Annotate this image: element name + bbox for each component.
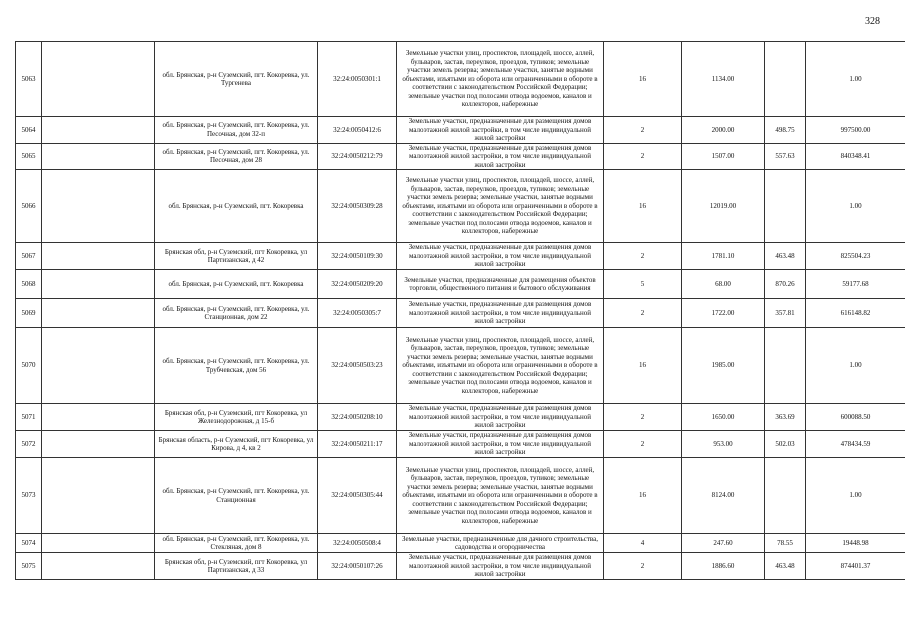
- address-cell: [42, 170, 155, 243]
- cadastral-value: 1.00: [806, 42, 905, 117]
- address-cell: [42, 270, 155, 299]
- address-cell: обл. Брянская, р-н Суземский, пгт. Кокоревка, ул. Станционная, дом 22: [155, 299, 318, 328]
- cadastral-value: 1.00: [806, 170, 905, 243]
- permitted-use: Земельные участки, предназначенные для размещения домов малоэтажной жилой застройки, в том числе индивидуальной жилой застройки: [397, 243, 604, 270]
- address-cell: обл. Брянская, р-н Суземский, пгт. Кокоревка, ул. Песочная, дом 32-п: [155, 117, 318, 144]
- row-number: 5066: [16, 170, 42, 243]
- address-cell: обл. Брянская, р-н Суземский, пгт. Кокоревка, ул. Стекляная, дом 8: [155, 534, 318, 553]
- cadastral-number: 32:24:0050209:20: [318, 270, 397, 299]
- area: 247.60: [682, 534, 765, 553]
- rate: 498.75: [765, 117, 806, 144]
- area: 953.00: [682, 431, 765, 458]
- cadastral-value: 19448.98: [806, 534, 905, 553]
- cadastral-number: 32:24:0050301:1: [318, 42, 397, 117]
- cadastral-value: 874401.37: [806, 553, 905, 580]
- table-row: [16, 270, 905, 299]
- table-row: [16, 299, 905, 328]
- address-cell: Брянская обл, р-н Суземский, пгт Кокоревка, ул Железнодорожная, д 15-б: [155, 404, 318, 431]
- table-row: [16, 243, 905, 270]
- area: 1507.00: [682, 143, 765, 170]
- row-number: 5068: [16, 270, 42, 299]
- address-cell: [42, 243, 155, 270]
- address-cell: Брянская обл, р-н Суземский, пгт Кокоревка, ул Партизанская, д 33: [155, 553, 318, 580]
- area: 12019.00: [682, 170, 765, 243]
- rate: [765, 170, 806, 243]
- row-number: 5067: [16, 243, 42, 270]
- cadastral-value: 616148.82: [806, 299, 905, 328]
- cadastral-number: 32:24:0050212:79: [318, 143, 397, 170]
- use-code: 4: [604, 534, 682, 553]
- address-cell: [42, 534, 155, 553]
- table-row: [16, 534, 905, 553]
- area: 1650.00: [682, 404, 765, 431]
- area: 1985.00: [682, 328, 765, 404]
- use-code: 5: [604, 270, 682, 299]
- permitted-use: Земельные участки, предназначенные для размещения объектов торговли, общественного питания и бытового обслуживания: [397, 270, 604, 299]
- cadastral-value: 840348.41: [806, 143, 905, 170]
- area: 8124.00: [682, 458, 765, 534]
- table-row: [16, 170, 905, 243]
- cadastral-number: 32:24:0050107:26: [318, 553, 397, 580]
- row-number: 5074: [16, 534, 42, 553]
- row-number: 5071: [16, 404, 42, 431]
- rate: 363.69: [765, 404, 806, 431]
- cadastral-number: 32:24:0050109:30: [318, 243, 397, 270]
- rate: 870.26: [765, 270, 806, 299]
- rate: 557.63: [765, 143, 806, 170]
- address-cell: [42, 117, 155, 144]
- permitted-use: Земельные участки улиц, проспектов, площадей, шоссе, аллей, бульваров, застав, переулков, проездов, тупиков; земельные участки земель резерва; земельные участки, занятые водными объектами, изъятыми из оборота или ограниченными в обороте в соответствии с законодательством Российской Федерации; земельные участки под полосами отвода водоемов, каналов и коллекторов, набережные: [397, 458, 604, 534]
- permitted-use: Земельные участки, предназначенные для размещения домов малоэтажной жилой застройки, в том числе индивидуальной жилой застройки: [397, 431, 604, 458]
- table-row: [16, 117, 905, 144]
- cadastral-number: 32:24:0050508:4: [318, 534, 397, 553]
- use-code: 2: [604, 117, 682, 144]
- use-code: 16: [604, 42, 682, 117]
- area: 1886.60: [682, 553, 765, 580]
- row-number: 5063: [16, 42, 42, 117]
- address-cell: [42, 42, 155, 117]
- area: 1722.00: [682, 299, 765, 328]
- permitted-use: Земельные участки, предназначенные для размещения домов малоэтажной жилой застройки, в том числе индивидуальной жилой застройки: [397, 404, 604, 431]
- address-cell: [42, 143, 155, 170]
- address-cell: [42, 299, 155, 328]
- row-number: 5073: [16, 458, 42, 534]
- table-row: [16, 458, 905, 534]
- area: 2000.00: [682, 117, 765, 144]
- address-cell: [42, 404, 155, 431]
- table-row: [16, 553, 905, 580]
- address-cell: [42, 328, 155, 404]
- address-cell: обл. Брянская, р-н Суземский, пгт. Кокоревка, ул. Песочная, дом 28: [155, 143, 318, 170]
- use-code: 16: [604, 458, 682, 534]
- address-cell: [42, 553, 155, 580]
- area: 1134.00: [682, 42, 765, 117]
- use-code: 16: [604, 170, 682, 243]
- cadastral-value: 1.00: [806, 458, 905, 534]
- row-number: 5075: [16, 553, 42, 580]
- permitted-use: Земельные участки, предназначенные для размещения домов малоэтажной жилой застройки, в том числе индивидуальной жилой застройки: [397, 143, 604, 170]
- cadastral-number: 32:24:0050412:6: [318, 117, 397, 144]
- area: 1781.10: [682, 243, 765, 270]
- use-code: 2: [604, 143, 682, 170]
- cadastral-number: 32:24:0050208:10: [318, 404, 397, 431]
- table-row: [16, 328, 905, 404]
- page-number: 328: [865, 16, 880, 27]
- address-cell: обл. Брянская, р-н Суземский, пгт. Кокоревка, ул. Трубчевская, дом 56: [155, 328, 318, 404]
- cadastral-number: 32:24:0050309:28: [318, 170, 397, 243]
- table-row: [16, 143, 905, 170]
- address-cell: обл. Брянская, р-н Суземский, пгт. Кокоревка: [155, 270, 318, 299]
- permitted-use: Земельные участки, предназначенные для дачного строительства, садоводства и огородничества: [397, 534, 604, 553]
- row-number: 5069: [16, 299, 42, 328]
- address-cell: обл. Брянская, р-н Суземский, пгт. Кокоревка, ул. Тургенева: [155, 42, 318, 117]
- cadastral-value: 600088.50: [806, 404, 905, 431]
- land-parcels-table: [15, 41, 905, 580]
- rate: [765, 42, 806, 117]
- cadastral-number: 32:24:0050305:44: [318, 458, 397, 534]
- table-row: [16, 42, 905, 117]
- address-cell: [42, 458, 155, 534]
- rate: 463.48: [765, 553, 806, 580]
- cadastral-number: 32:24:0050503:23: [318, 328, 397, 404]
- table-row: [16, 404, 905, 431]
- use-code: 2: [604, 431, 682, 458]
- rate: 502.03: [765, 431, 806, 458]
- address-cell: [42, 431, 155, 458]
- rate: 78.55: [765, 534, 806, 553]
- use-code: 2: [604, 404, 682, 431]
- cadastral-value: 825504.23: [806, 243, 905, 270]
- use-code: 2: [604, 299, 682, 328]
- rate: 463.48: [765, 243, 806, 270]
- cadastral-value: 997500.00: [806, 117, 905, 144]
- row-number: 5070: [16, 328, 42, 404]
- address-cell: обл. Брянская, р-н Суземский, пгт. Кокоревка: [155, 170, 318, 243]
- permitted-use: Земельные участки, предназначенные для размещения домов малоэтажной жилой застройки, в том числе индивидуальной жилой застройки: [397, 117, 604, 144]
- row-number: 5064: [16, 117, 42, 144]
- cadastral-value: 59177.68: [806, 270, 905, 299]
- permitted-use: Земельные участки улиц, проспектов, площадей, шоссе, аллей, бульваров, застав, переулков, проездов, тупиков; земельные участки земель резерва; земельные участки, занятые водными объектами, изъятыми из оборота или ограниченными в обороте в соответствии с законодательством Российской Федерации; земельные участки под полосами отвода водоемов, каналов и коллекторов, набережные: [397, 170, 604, 243]
- rate: [765, 458, 806, 534]
- rate: [765, 328, 806, 404]
- cadastral-value: 478434.59: [806, 431, 905, 458]
- use-code: 2: [604, 553, 682, 580]
- permitted-use: Земельные участки, предназначенные для размещения домов малоэтажной жилой застройки, в том числе индивидуальной жилой застройки: [397, 553, 604, 580]
- permitted-use: Земельные участки улиц, проспектов, площадей, шоссе, аллей, бульваров, застав, переулков, проездов, тупиков; земельные участки земель резерва; земельные участки, занятые водными объектами, изъятыми из оборота или ограниченными в обороте в соответствии с законодательством Российской Федерации; земельные участки под полосами отвода водоемов, каналов и коллекторов, набережные: [397, 42, 604, 117]
- address-cell: Брянская область, р-н Суземский, пгт Кокоревка, ул Кирова, д 4, кв 2: [155, 431, 318, 458]
- cadastral-number: 32:24:0050211:17: [318, 431, 397, 458]
- permitted-use: Земельные участки, предназначенные для размещения домов малоэтажной жилой застройки, в том числе индивидуальной жилой застройки: [397, 299, 604, 328]
- cadastral-value: 1.00: [806, 328, 905, 404]
- address-cell: обл. Брянская, р-н Суземский, пгт. Кокоревка, ул. Станционная: [155, 458, 318, 534]
- use-code: 16: [604, 328, 682, 404]
- address-cell: Брянская обл, р-н Суземский, пгт Кокоревка, ул Партизанская, д 42: [155, 243, 318, 270]
- rate: 357.81: [765, 299, 806, 328]
- permitted-use: Земельные участки улиц, проспектов, площадей, шоссе, аллей, бульваров, застав, переулков, проездов, тупиков; земельные участки земель резерва; земельные участки, занятые водными объектами, изъятыми из оборота или ограниченными в обороте в соответствии с законодательством Российской Федерации; земельные участки под полосами отвода водоемов, каналов и коллекторов, набережные: [397, 328, 604, 404]
- use-code: 2: [604, 243, 682, 270]
- row-number: 5072: [16, 431, 42, 458]
- table-row: [16, 431, 905, 458]
- cadastral-number: 32:24:0050305:7: [318, 299, 397, 328]
- area: 68.00: [682, 270, 765, 299]
- row-number: 5065: [16, 143, 42, 170]
